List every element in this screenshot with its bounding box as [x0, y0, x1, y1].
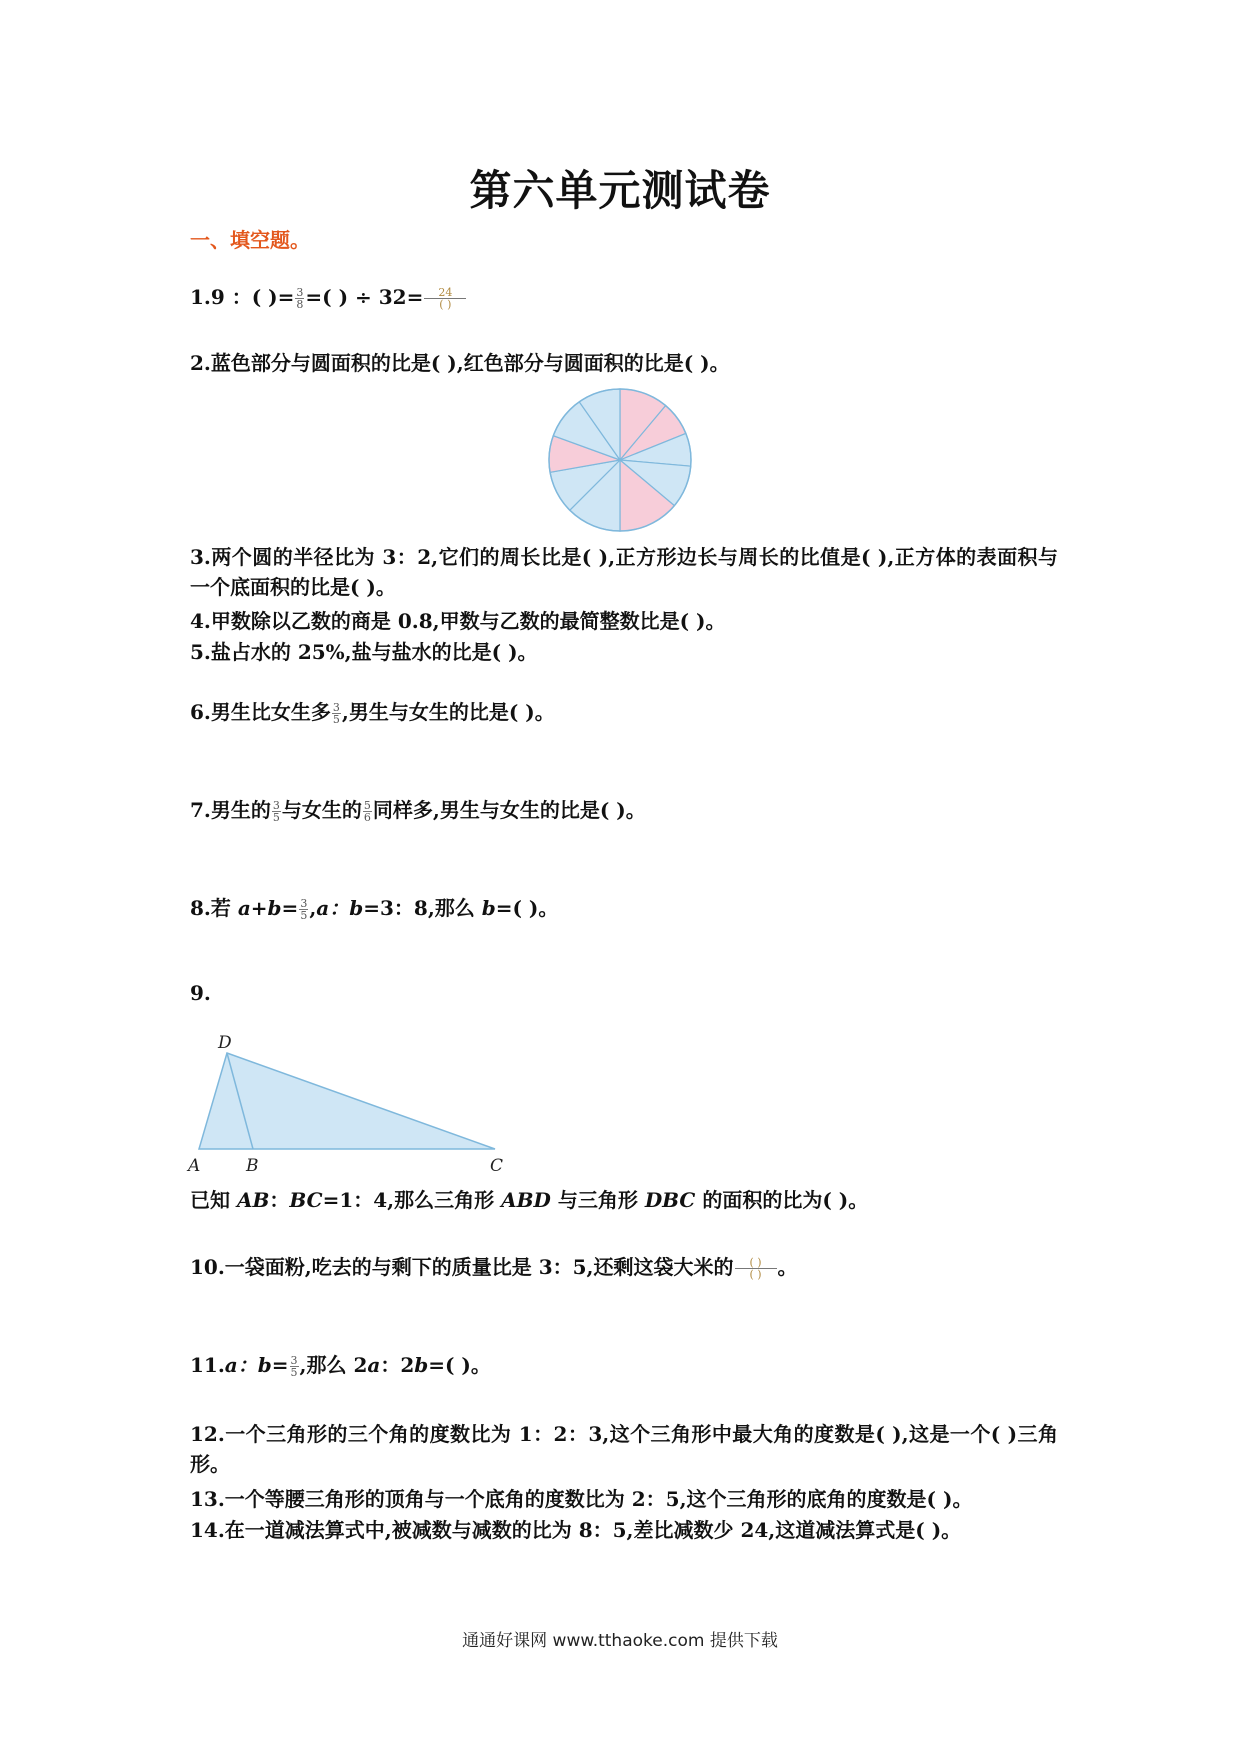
footer-credit: 通通好课网 www.tthaoke.com 提供下载	[462, 1631, 778, 1651]
point-label-d: D	[218, 1033, 232, 1053]
question-2: 2.蓝色部分与圆面积的比是( ),红色部分与圆面积的比是( )。	[190, 351, 730, 375]
point-label-a: A	[188, 1156, 201, 1176]
question-5: 5.盐占水的 25%,盐与盐水的比是( )。	[190, 640, 538, 664]
question-1	[190, 282, 467, 312]
q6-fraction: $\frac{3}{5}$	[332, 701, 340, 726]
question-11: 11.a：b= $\frac{3}{5}$ ,那么 2a：2b=( )。	[190, 1353, 491, 1379]
q11-fraction: $\frac{3}{5}$	[290, 1354, 298, 1379]
question-6: 6.男生比女生多 $\frac{3}{5}$ ,男生与女生的比是( )。	[190, 700, 555, 726]
q1-fraction-1: $\frac{3}{8}$	[296, 286, 304, 311]
question-8: 8.若 a+b= $\frac{3}{5}$ ,a：b=3：8,那么 b=( )。	[190, 896, 559, 922]
q1-fraction-2: $\frac{24}{( )}$	[424, 287, 466, 310]
q7-fraction-2: $\frac{5}{6}$	[363, 799, 371, 824]
point-label-b: B	[246, 1156, 259, 1176]
section-heading: 一、填空题。	[190, 228, 310, 252]
pie-chart-figure	[545, 385, 695, 535]
question-7: 7.男生的 $\frac{3}{5}$ 与女生的 $\frac{5}{6}$ 同样多,男生与女生的比是( )。	[190, 798, 646, 824]
point-label-c: C	[490, 1156, 504, 1176]
q8-fraction: $\frac{3}{5}$	[300, 897, 308, 922]
question-14: 14.在一道减法算式中,被减数与减数的比为 8：5,差比减数少 24,这道减法算式是( )。	[190, 1518, 962, 1542]
triangle-figure	[180, 1030, 520, 1180]
question-13: 13.一个等腰三角形的顶角与一个底角的度数比为 2：5,这个三角形的底角的度数是( )。	[190, 1487, 973, 1511]
question-9: 已知 AB：BC=1：4,那么三角形 ABD 与三角形 DBC 的面积的比为( )。	[190, 1188, 869, 1212]
question-9-label: 9.	[190, 981, 211, 1005]
q10-fraction: $\frac{( )}{( )}$	[735, 1257, 777, 1280]
triangle-adc	[199, 1053, 495, 1149]
q7-fraction-1: $\frac{3}{5}$	[272, 799, 280, 824]
q1-text-a: 1.9 ：( )=	[190, 285, 295, 309]
page-title: 第六单元测试卷	[469, 166, 771, 215]
q1-text-b: =( ) ÷ 32=	[305, 285, 424, 309]
question-10: 10.一袋面粉,吃去的与剩下的质量比是 3：5,还剩这袋大米的 $\frac{( )}{( )}$ 。	[190, 1255, 798, 1281]
question-12: 12.一个三角形的三个角的度数比为 1：2：3,这个三角形中最大角的度数是( ),这是一个( )三角形。	[190, 1422, 1058, 1476]
question-3: 3.两个圆的半径比为 3：2,它们的周长比是( ),正方形边长与周长的比值是( ),正方体的表面积与一个底面积的比是( )。	[190, 545, 1058, 599]
question-4: 4.甲数除以乙数的商是 0.8,甲数与乙数的最简整数比是( )。	[190, 609, 726, 633]
